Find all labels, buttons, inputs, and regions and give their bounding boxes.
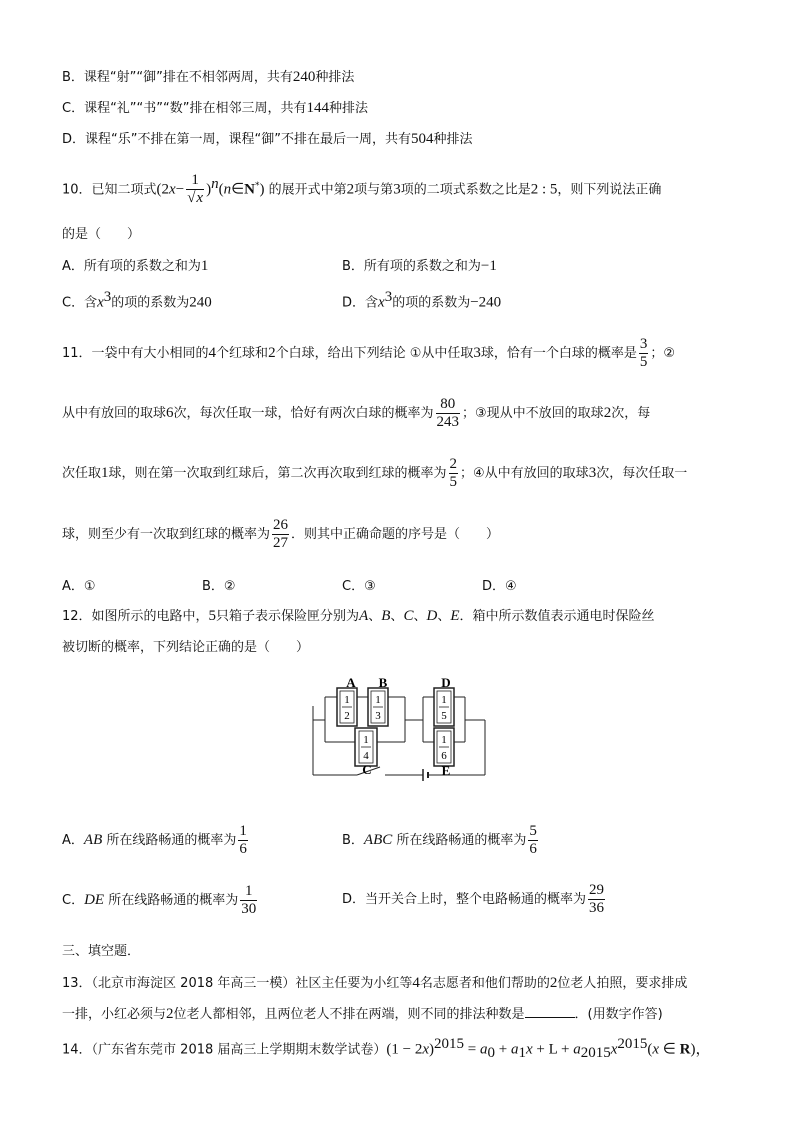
circuit-diagram xyxy=(305,676,495,786)
q11-text-1c: 个白球，给出下列结论 ①从中任取 xyxy=(275,346,474,361)
q12-option-a xyxy=(62,820,250,861)
q11-num-3b: 3 xyxy=(588,465,597,481)
q11-text-2d: 次，每 xyxy=(611,406,651,421)
q11-line3 xyxy=(62,453,687,494)
q10-exponent: n xyxy=(211,176,219,192)
q10-option-d-exp: 3 xyxy=(384,289,393,305)
q11-line2 xyxy=(62,393,650,434)
q10-cond-n: n xyxy=(223,181,232,198)
q11-text-2c: ；③现从中不放回的取球 xyxy=(462,406,604,421)
q13-num-2b: 2 xyxy=(166,1006,174,1022)
q12-var-B: B xyxy=(381,608,391,624)
q12-option-c-var: DE xyxy=(84,892,105,908)
q10-fraction-denominator xyxy=(186,189,204,207)
q13-line1 xyxy=(62,972,687,992)
q10-cond-star: * xyxy=(255,181,260,191)
q14-exponent-2: 2015 xyxy=(617,1036,648,1052)
q14-expr-open: (1 − 2 xyxy=(386,1041,423,1058)
q11-text-3d: 次，每次任取一 xyxy=(596,466,688,481)
q12-text-1b: 只箱子表示保险匣分别为 xyxy=(216,609,360,624)
q10-option-a-value: 1 xyxy=(200,258,209,274)
q12-num-5: 5 xyxy=(208,608,217,624)
q9-option-b-number: 240 xyxy=(292,69,316,85)
q12-option-b-text: 所在线路畅通的概率为 xyxy=(396,833,527,848)
q10-cond-N: N xyxy=(244,181,256,198)
q11-text-1a: 11．一袋中有大小相同的 xyxy=(62,346,209,361)
q12-var-E: E xyxy=(450,608,460,624)
q11-text-1b: 个红球和 xyxy=(216,346,269,361)
q11-fraction-4 xyxy=(272,517,289,552)
fuse-box-a xyxy=(337,676,357,726)
q12-option-d-text: D．当开关合上时，整个电路畅通的概率为 xyxy=(342,892,587,907)
q9-option-d-text: D．课程“乐”不排在第一周，课程“御”不排在最后一周，共有 xyxy=(62,132,411,147)
q10-binomial-open: (2 xyxy=(156,181,170,198)
q11-text-1e: ；② xyxy=(650,346,676,361)
q14-sub-2015: 2015 xyxy=(580,1044,611,1061)
fuse-box-e-numerator: 1 xyxy=(441,734,447,746)
q11-text-3b: 球，则在第一次取到红球后，第二次再次取到红球的概率为 xyxy=(108,466,447,481)
q10-option-d-mid: 的项的系数为 xyxy=(392,295,471,311)
q11-f2-denominator: 243 xyxy=(436,414,460,430)
q10-option-d-value: −240 xyxy=(470,294,502,311)
q11-text-3a: 次任取 xyxy=(62,466,102,481)
q10-sqrt-x: x xyxy=(196,190,204,207)
q11-num-2: 2 xyxy=(268,345,276,361)
q14-expr-close: ) xyxy=(429,1041,435,1058)
q14-a2015: a xyxy=(573,1041,581,1058)
q10-variable-x: x xyxy=(169,181,176,198)
fuse-box-c-numerator: 1 xyxy=(363,734,369,746)
q12-option-a-text: 所在线路畅通的概率为 xyxy=(106,833,237,848)
q10-cond-in: ∈ xyxy=(231,181,245,198)
q14-x-1: x xyxy=(422,1041,430,1058)
q12-text-1c: ．箱中所示数值表示通电时保险丝 xyxy=(459,609,655,624)
q10-text-3: 项的二项式系数之比是 xyxy=(400,182,531,198)
q10-option-c-mid: 的项的系数为 xyxy=(111,295,190,311)
q9-option-d-suffix: 种排法 xyxy=(433,132,473,147)
q11-num-4: 4 xyxy=(208,345,217,361)
fuse-box-b xyxy=(368,676,388,726)
q10-text-2: 项与第 xyxy=(354,182,394,198)
q12-option-b-label: B． xyxy=(342,833,364,848)
q13-num-2: 2 xyxy=(549,975,558,991)
q12-line1 xyxy=(62,605,655,625)
q11-option-d: D．④ xyxy=(482,579,517,594)
fuse-box-d-numerator: 1 xyxy=(441,694,447,706)
q11-f4-numerator: 26 xyxy=(273,517,289,533)
q14-sub-0: 0 xyxy=(487,1044,496,1061)
q12-option-b-fraction xyxy=(528,823,538,858)
q14-text-source: 14．（广东省东莞市 2018 届高三上学期期末数学试卷） xyxy=(62,1042,387,1058)
q10-fraction xyxy=(186,172,204,207)
q9-option-b-suffix: 种排法 xyxy=(315,70,355,85)
q12-line2: 被切断的概率，下列结论正确的是（ ） xyxy=(62,640,310,655)
q10-cond-close: ) xyxy=(259,181,265,198)
q12-option-c-text: 所在线路畅通的概率为 xyxy=(108,893,239,908)
q12-sep-3: 、 xyxy=(413,609,427,624)
sqrt-icon: √ xyxy=(187,190,196,207)
q13-text-1b: 名志愿者和他们帮助的 xyxy=(419,976,550,991)
q12-option-d-denominator: 36 xyxy=(589,900,605,916)
q12-option-b-denominator: 6 xyxy=(529,841,537,857)
q13-line2 xyxy=(62,1003,663,1023)
q11-num-1: 1 xyxy=(101,465,109,481)
q11-num-6: 6 xyxy=(166,405,174,421)
q10-stem-line2: 的是（ ） xyxy=(62,227,141,242)
q14-x-4: x xyxy=(652,1041,660,1058)
q11-option-c: C．③ xyxy=(342,579,376,594)
q10-text-4: ，则下列说法正确 xyxy=(557,182,662,198)
q9-option-c-suffix: 种排法 xyxy=(329,101,369,116)
q13-text-1c: 位老人拍照，要求排成 xyxy=(557,976,688,991)
q9-option-c-text: C．课程“礼”“书”“数”排在相邻三周，共有 xyxy=(62,101,307,116)
q10-ratio: 2 : 5 xyxy=(530,181,558,198)
q9-option-d-number: 504 xyxy=(410,131,434,147)
q12-option-b-var: ABC xyxy=(363,832,393,848)
q10-minus: − xyxy=(175,181,185,198)
q11-f3-denominator: 5 xyxy=(449,474,458,490)
q10-text-1: 的展开式中第 xyxy=(268,182,347,198)
q12-text-1a: 12．如图所示的电路中， xyxy=(62,609,209,624)
q9-option-c-number: 144 xyxy=(306,100,329,116)
q11-line1 xyxy=(62,333,675,374)
q10-option-d-x: x xyxy=(378,294,385,311)
fuse-box-a-numerator: 1 xyxy=(344,694,350,706)
q12-option-c-numerator: 1 xyxy=(244,883,253,899)
q14-a1: a xyxy=(510,1041,519,1058)
q14-plus-1: + xyxy=(495,1041,511,1058)
q10-option-b-text: B．所有项的系数之和为 xyxy=(342,259,481,274)
q11-f2-numerator: 80 xyxy=(440,396,456,412)
q11-f3-numerator: 2 xyxy=(449,456,458,472)
q10-option-c-value: 240 xyxy=(189,294,212,311)
q11-fraction-1 xyxy=(639,336,649,371)
q12-option-a-label: A． xyxy=(62,833,84,848)
q12-sep-2: 、 xyxy=(390,609,404,624)
q12-option-c xyxy=(62,880,259,921)
q12-option-a-fraction xyxy=(238,823,248,858)
q10-option-b xyxy=(342,255,497,275)
q14-exponent: 2015 xyxy=(434,1036,465,1052)
fuse-box-e xyxy=(434,728,454,778)
q10-option-c xyxy=(62,289,212,311)
q12-var-D: D xyxy=(426,608,438,624)
q12-var-C: C xyxy=(403,608,414,624)
q12-sep-4: 、 xyxy=(437,609,451,624)
fuse-box-d-label: D xyxy=(441,676,451,690)
fuse-box-d-denominator: 5 xyxy=(441,710,447,722)
q11-line4 xyxy=(62,515,499,555)
q14-sub-1: 1 xyxy=(518,1044,526,1061)
q12-option-b xyxy=(342,820,540,861)
q11-text-1d: 球，恰有一个白球的概率是 xyxy=(480,346,637,361)
q11-text-2a: 从中有放回的取球 xyxy=(62,406,167,421)
fuse-box-d xyxy=(434,676,454,726)
q14-a0: a xyxy=(480,1041,488,1058)
q13-text-1a: 13．（北京市海淀区 2018 年高三一模）社区主任要为小红等 xyxy=(62,976,413,991)
q14-equals: = xyxy=(464,1041,481,1058)
q10-option-a-text: A．所有项的系数之和为 xyxy=(62,259,201,274)
q11-num-2b: 2 xyxy=(603,405,612,421)
q13-text-2a: 一排，小红必须与 xyxy=(62,1007,167,1022)
q12-var-A: A xyxy=(359,608,369,624)
q11-f1-denominator: 5 xyxy=(639,354,648,370)
q14-R: R xyxy=(679,1041,691,1058)
fuse-box-a-label: A xyxy=(346,676,356,690)
q12-sep-1: 、 xyxy=(368,609,382,624)
q12-option-d-fraction xyxy=(588,882,605,917)
q11-text-3c: ；④从中有放回的取球 xyxy=(460,466,589,481)
q10-term-2: 2 xyxy=(346,181,355,198)
q14-in: ∈ xyxy=(659,1041,680,1058)
q11-f4-denominator: 27 xyxy=(273,535,289,551)
q9-option-b-text: B．课程“射”“御”排在不相邻两周，共有 xyxy=(62,70,293,85)
fuse-box-b-numerator: 1 xyxy=(375,694,381,706)
q11-num-3: 3 xyxy=(473,345,481,361)
q10-option-b-value: −1 xyxy=(480,258,497,274)
q10-stem-line1 xyxy=(62,166,661,208)
q11-text-2b: 次，每次任取一球，恰好有两次白球的概率为 xyxy=(173,406,434,421)
q12-option-c-label: C． xyxy=(62,893,85,908)
q11-fraction-2 xyxy=(436,396,461,431)
q12-option-b-numerator: 5 xyxy=(529,823,537,839)
q11-option-a: A．① xyxy=(62,579,96,594)
q14-line1 xyxy=(62,1036,710,1062)
q10-option-d xyxy=(342,289,501,311)
q12-option-a-denominator: 6 xyxy=(239,841,247,857)
q11-f1-numerator: 3 xyxy=(639,336,648,352)
fuse-box-c-label: C xyxy=(362,762,372,777)
fuse-box-a-denominator: 2 xyxy=(344,710,350,722)
q14-cond-close: )， xyxy=(690,1041,711,1058)
q10-option-d-text: D．含 xyxy=(342,295,379,311)
q13-num-4: 4 xyxy=(412,975,420,991)
q11-fraction-3 xyxy=(449,456,459,491)
q12-option-c-denominator: 30 xyxy=(241,901,257,917)
q14-plus-l: + L + xyxy=(532,1041,574,1058)
fuse-box-b-label: B xyxy=(378,676,388,690)
q11-text-4a: 球，则至少有一次取到红球的概率为 xyxy=(62,527,271,542)
q10-option-c-exp: 3 xyxy=(103,289,112,305)
q10-number: 10．已知二项式 xyxy=(62,182,157,198)
q12-option-a-numerator: 1 xyxy=(239,823,247,839)
q10-term-3: 3 xyxy=(393,181,401,198)
q9-option-c xyxy=(62,97,368,117)
section-heading-fill-in: 三、填空题． xyxy=(62,944,141,959)
q10-option-a xyxy=(62,255,208,275)
q10-binomial-close: ) xyxy=(206,181,212,198)
q12-option-a-var: AB xyxy=(83,832,103,848)
q14-x-3: x xyxy=(610,1041,618,1058)
q13-text-2b: 位老人都相邻，且两位老人不排在两端，则不同的排法种数是 xyxy=(173,1007,525,1022)
q14-x-2: x xyxy=(525,1041,533,1058)
q13-text-2c: ．(用数字作答) xyxy=(574,1007,663,1022)
q10-cond-open: ( xyxy=(218,181,224,198)
q10-option-c-x: x xyxy=(97,294,104,311)
q12-option-d xyxy=(342,880,607,920)
q9-option-d xyxy=(62,128,472,148)
q12-option-d-numerator: 29 xyxy=(589,882,605,898)
fuse-box-c-denominator: 4 xyxy=(363,750,369,762)
fuse-box-e-label: E xyxy=(441,763,451,778)
q9-option-b xyxy=(62,66,354,86)
fuse-box-e-denominator: 6 xyxy=(441,750,447,762)
q11-option-b: B．② xyxy=(202,579,236,594)
q10-option-c-text: C．含 xyxy=(62,295,98,311)
q13-answer-blank[interactable] xyxy=(525,1005,575,1018)
q10-fraction-numerator: 1 xyxy=(191,172,199,189)
q12-option-c-fraction xyxy=(240,883,257,918)
q14-cond-open: ( xyxy=(647,1041,653,1058)
fuse-box-b-denominator: 3 xyxy=(375,710,381,722)
q11-text-4b: ．则其中正确命题的序号是（ ） xyxy=(291,527,500,542)
